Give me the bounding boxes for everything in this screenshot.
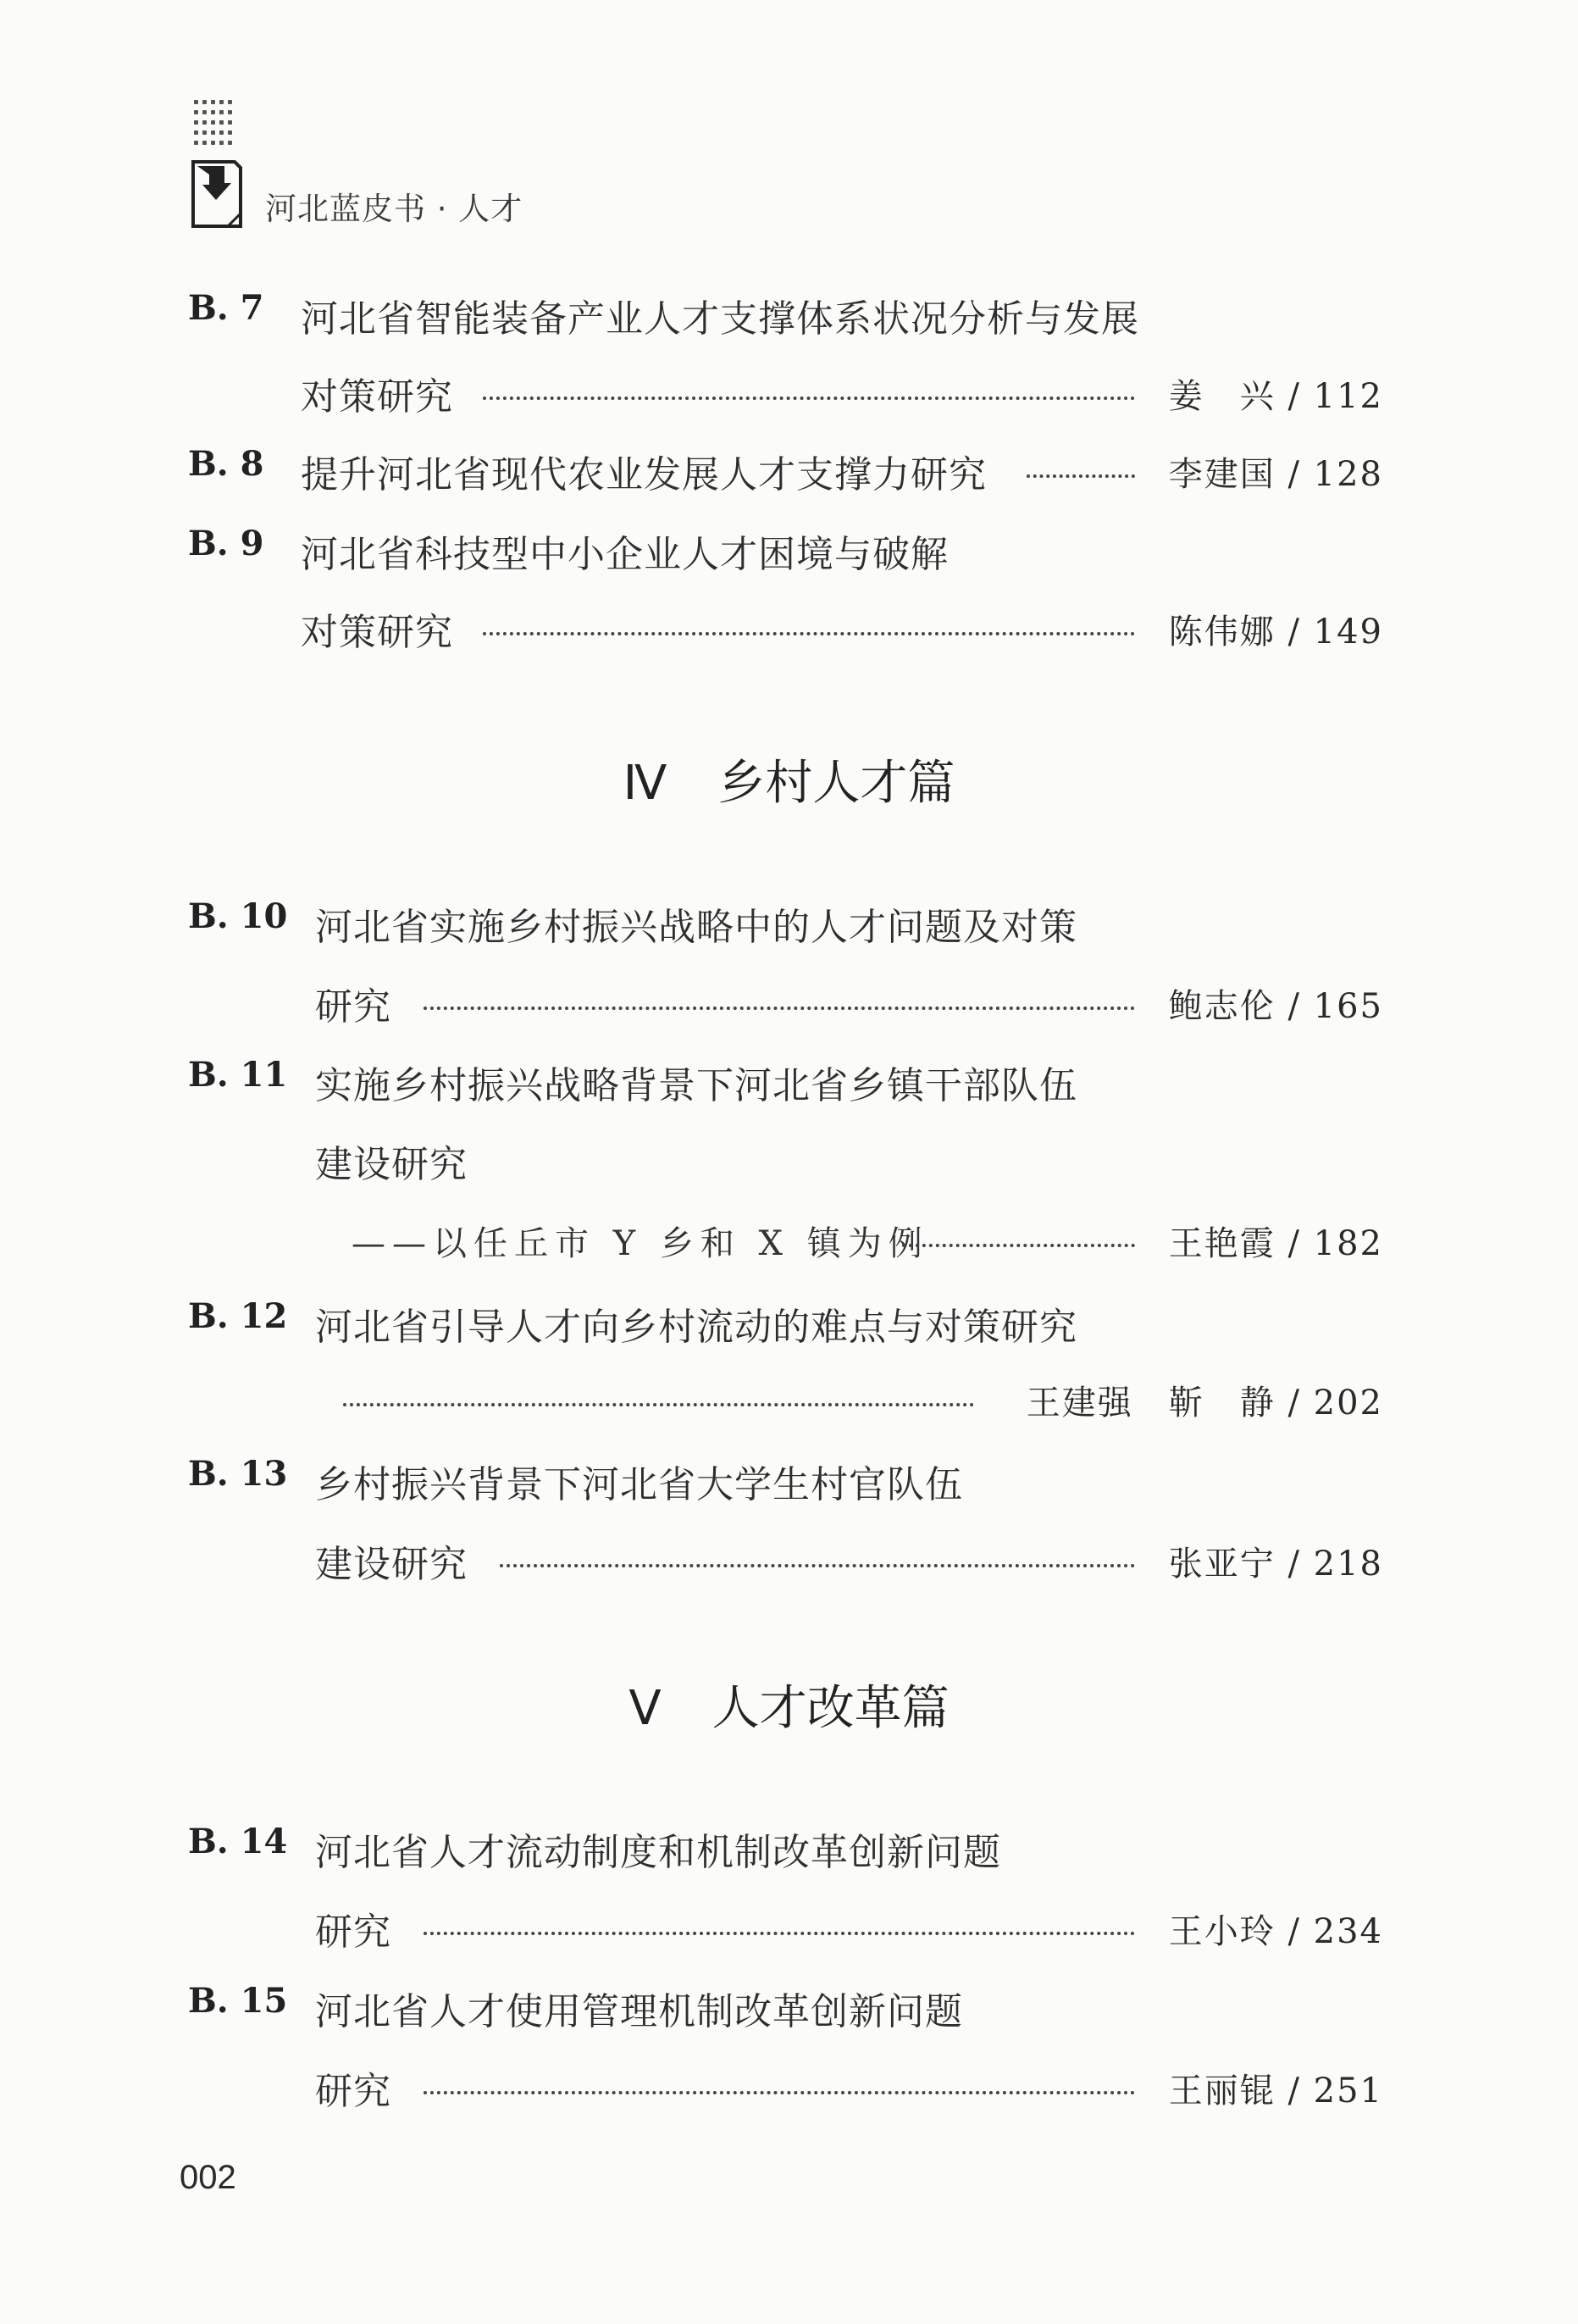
entry-title-b10-line2: 研究: [315, 985, 391, 1029]
entry-author-b12: 王建强 靳 静 / 202: [1026, 1384, 1383, 1423]
entry-author-b11: 王艳霞 / 182: [1168, 1224, 1383, 1263]
entry-author-b10: 鲍志伦 / 165: [1168, 987, 1383, 1026]
leader-dots: [424, 2091, 1135, 2094]
entry-label-b10: B. 10: [188, 896, 288, 936]
entry-title-b13-line1: 乡村振兴背景下河北省大学生村官队伍: [315, 1463, 963, 1506]
entry-label-b13: B. 13: [188, 1454, 288, 1494]
leader-dots: [1027, 474, 1135, 478]
entry-title-b11-line2: 建设研究: [315, 1143, 468, 1186]
running-header: [191, 100, 699, 244]
entry-author-b13: 张亚宁 / 218: [1168, 1545, 1383, 1584]
bluebook-series-icon: [191, 159, 243, 229]
entry-title-b9-line1: 河北省科技型中小企业人才困境与破解: [301, 533, 949, 576]
leader-dots: [483, 632, 1135, 635]
entry-title-b8-line1: 提升河北省现代农业发展人才支撑力研究: [301, 453, 987, 496]
leader-dots: [424, 1932, 1135, 1935]
entry-author-b8: 李建国 / 128: [1168, 455, 1383, 494]
entry-label-b7: B. 7: [188, 288, 264, 328]
entry-title-b14-line1: 河北省人才流动制度和机制改革创新问题: [315, 1831, 1001, 1874]
entry-label-b14: B. 14: [188, 1822, 288, 1861]
entry-author-b9: 陈伟娜 / 149: [1168, 613, 1383, 652]
entry-label-b12: B. 12: [188, 1296, 288, 1336]
entry-label-b8: B. 8: [188, 444, 264, 484]
leader-dots: [343, 1403, 974, 1406]
entry-title-b12-line1: 河北省引导人才向乡村流动的难点与对策研究: [315, 1306, 1077, 1349]
leader-dots: [500, 1564, 1135, 1567]
entry-label-b11: B. 11: [188, 1055, 288, 1095]
entry-author-b14: 王小玲 / 234: [1168, 1912, 1383, 1951]
entry-subtitle-b11: ——以任丘市 Y 乡和 X 镇为例: [352, 1224, 929, 1263]
section-heading-4: Ⅳ 乡村人才篇: [623, 756, 955, 811]
entry-title-b10-line1: 河北省实施乡村振兴战略中的人才问题及对策: [315, 906, 1077, 949]
entry-author-b7: 姜 兴 / 112: [1168, 377, 1383, 416]
entry-title-b14-line2: 研究: [315, 1911, 391, 1954]
entry-title-b11-line1: 实施乡村振兴战略背景下河北省乡镇干部队伍: [315, 1064, 1077, 1107]
leader-dots: [483, 397, 1135, 400]
entry-title-b13-line2: 建设研究: [315, 1543, 468, 1586]
entry-title-b9-line2: 对策研究: [301, 611, 453, 654]
page-number: 002: [180, 2159, 236, 2196]
header-title: 河北蓝皮书 · 人才: [265, 191, 523, 227]
entry-title-b7-line1: 河北省智能装备产业人才支撑体系状况分析与发展: [301, 297, 1139, 341]
section-heading-5: Ⅴ 人才改革篇: [628, 1681, 950, 1736]
entry-label-b15: B. 15: [188, 1981, 288, 2021]
entry-title-b7-line2: 对策研究: [301, 375, 453, 419]
entry-title-b15-line1: 河北省人才使用管理机制改革创新问题: [315, 1990, 963, 2033]
leader-dots: [902, 1244, 1135, 1247]
entry-title-b15-line2: 研究: [315, 2070, 391, 2113]
entry-label-b9: B. 9: [188, 524, 264, 563]
leader-dots: [424, 1007, 1135, 1010]
entry-author-b15: 王丽锟 / 251: [1168, 2072, 1383, 2110]
